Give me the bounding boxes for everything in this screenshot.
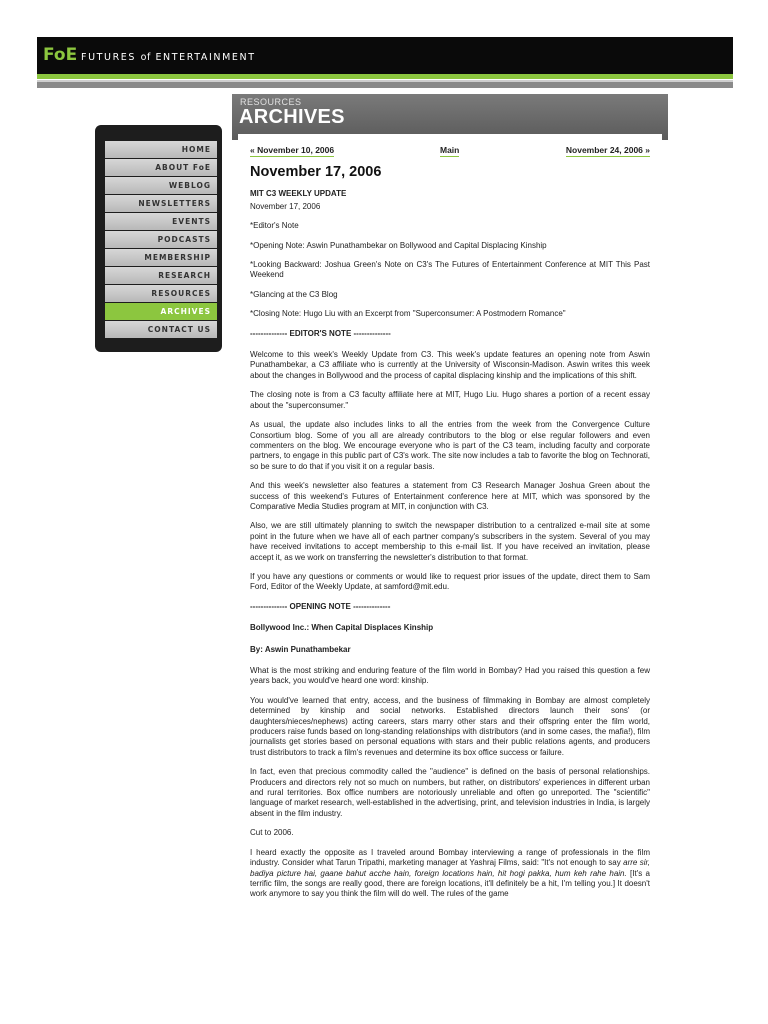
toc-item: *Glancing at the C3 Blog [250, 289, 338, 299]
editors-paragraph: And this week's newsletter also features a statement from C3 Research Manager Joshua Green about the success of this weekend's Futures of Entertainment conference here at MIT, which was sponsored by the Comparative Media Studies program at MIT, in conjunction with C3. [250, 481, 650, 511]
opening-paragraph: You would've learned that entry, access, and the business of filmmaking in Bombay are almost completely determined by kinship and social networks. Established directors launch their sons' (or daughters/nieces/nephews) acting careers, stars marry other stars and their offspring enter the film world, producers raise funds based on long-standing relationships with distributors (and in some cases, the mafia!), film journalists get stories based on personal equations with stars and their public relations agents, and producers trust distributors to track a film's revenues and determine its box office success or failure. [250, 695, 650, 757]
nav-podcasts[interactable]: PODCASTS [105, 231, 217, 248]
header-green-rule [37, 74, 733, 79]
post-subdate: November 17, 2006 [250, 201, 321, 211]
section-header-parent: RESOURCES [240, 97, 302, 107]
toc-item: *Opening Note: Aswin Punathambekar on Bollywood and Capital Displacing Kinship [250, 240, 547, 250]
site-tagline [81, 52, 256, 63]
archive-date-title: November 17, 2006 [250, 164, 382, 180]
tagline-futures: FUTURES [81, 52, 137, 63]
post-heading: MIT C3 WEEKLY UPDATE [250, 189, 347, 199]
next-archive-link[interactable]: November 24, 2006 » [566, 145, 650, 157]
nav-membership[interactable]: MEMBERSHIP [105, 249, 217, 266]
tagline-entertainment: ENTERTAINMENT [155, 52, 256, 63]
toc-item: *Looking Backward: Joshua Green's Note on C3's The Futures of Entertainment Conference at MIT This Past Weekend [250, 260, 650, 280]
opening-paragraph: In fact, even that precious commodity called the "audience" is defined on the basis of personal relationships. Producers and directors rely not so much on numbers, but rather, on distributors' experiences in different urban and rural territories. Box office numbers are notoriously unreliable and often go unreported. The "scientific" language of market research, well-established in the advertising, print, and television industries in India, is largely absent in the film industry. [250, 767, 650, 818]
opening-paragraph: What is the most striking and enduring feature of the film world in Bombay? Had you raised this question a few years back, you would've heard one word: kinship. [250, 666, 650, 686]
opening-note-byline: By: Aswin Punathambekar [250, 644, 351, 654]
editors-paragraph: Welcome to this week's Weekly Update from C3. This week's update features an opening note from Aswin Punathambekar, a C3 affiliate who is currently at the University of Wisconsin-Madison. Aswin writes this week about the changes in Bollywood and the process of capital displacing kinship and the implications of this shift. [250, 350, 650, 380]
sidebar-nav [105, 141, 217, 339]
editors-paragraph: The closing note is from a C3 faculty affiliate here at MIT, Hugo Liu. Hugo shares a portion of a recent essay about the "superconsumer." [250, 390, 650, 410]
editors-note-heading: -------------- EDITOR'S NOTE -------------- [250, 328, 391, 338]
nav-weblog[interactable]: WEBLOG [105, 177, 217, 194]
opening-note-title: Bollywood Inc.: When Capital Displaces Kinship [250, 623, 434, 633]
main-link[interactable]: Main [440, 145, 459, 157]
opening-note-heading: -------------- OPENING NOTE -------------- [250, 601, 391, 611]
section-header [232, 94, 668, 140]
site-header [37, 37, 733, 74]
nav-resources[interactable]: RESOURCES [105, 285, 217, 302]
toc-item: *Editor's Note [250, 221, 299, 231]
editors-paragraph: Also, we are still ultimately planning to switch the newspaper distribution to a centralized e-mail site at some point in the future when we have all of each partner company's subscribers in the system. Several of you may have received invitations to accept membership to this e-mail list. If you have received an invitation, please accept it, as we work on transferring the newsletter's distribution to that format. [250, 521, 650, 562]
nav-home[interactable]: HOME [105, 141, 217, 158]
nav-about[interactable]: ABOUT FoE [105, 159, 217, 176]
nav-events[interactable]: EVENTS [105, 213, 217, 230]
editors-paragraph: As usual, the update also includes links to all the entries from the week from the Convergence Culture Consortium blog. Some of you all are already contributors to the blog or else regular followers and even commenters on the blog. We encourage everyone who is part of the C3 team, including faculty and corporate partners, to engage in this public part of C3's work. The site now includes a tab to favorite the blog on Technorati, so be sure to do that if you visit it on a regular basis. [250, 420, 650, 471]
nav-research[interactable]: RESEARCH [105, 267, 217, 284]
sidebar-nav-panel [95, 125, 222, 352]
editors-paragraph: If you have any questions or comments or would like to request prior issues of the update, direct them to Sam Ford, Editor of the Weekly Update, at samford@mit.edu. [250, 571, 650, 592]
toc-item: *Closing Note: Hugo Liu with an Excerpt from "Superconsumer: A Postmodern Romance" [250, 309, 566, 319]
post-content [250, 145, 650, 909]
section-header-title: ARCHIVES [239, 106, 345, 128]
paragraph-text: I heard exactly the opposite as I traveled around Bombay interviewing a range of professionals in the film industry. Consider what Tarun Tripathi, marketing manager at Yashraj Films, said: "It's not enough to say [250, 847, 650, 868]
opening-paragraph [250, 848, 650, 900]
tagline-of: of [140, 52, 151, 63]
site-logo[interactable]: FoE [43, 45, 78, 65]
header-grey-rule [37, 80, 733, 88]
nav-contact[interactable]: CONTACT US [105, 321, 217, 338]
nav-archives[interactable]: ARCHIVES [105, 303, 217, 320]
section-header-inner-edge [238, 134, 662, 140]
paragraph-italic-quote: arre sir, badiya picture hai, gaane bahut acche hain, foreign locations hain, hit hogi pakka, hum keh rahe hain. [250, 858, 650, 878]
prev-archive-link[interactable]: « November 10, 2006 [250, 145, 334, 157]
opening-paragraph: Cut to 2006. [250, 828, 294, 838]
paragraph-text: [It's a terrific film, the songs are really good, there are foreign locations, it'll definitely be a hit, I'm telling you.] It doesn't work anymore to say you think the film will do well. The rules of the game [250, 868, 650, 899]
nav-newsletters[interactable]: NEWSLETTERS [105, 195, 217, 212]
archive-pager [250, 145, 650, 159]
